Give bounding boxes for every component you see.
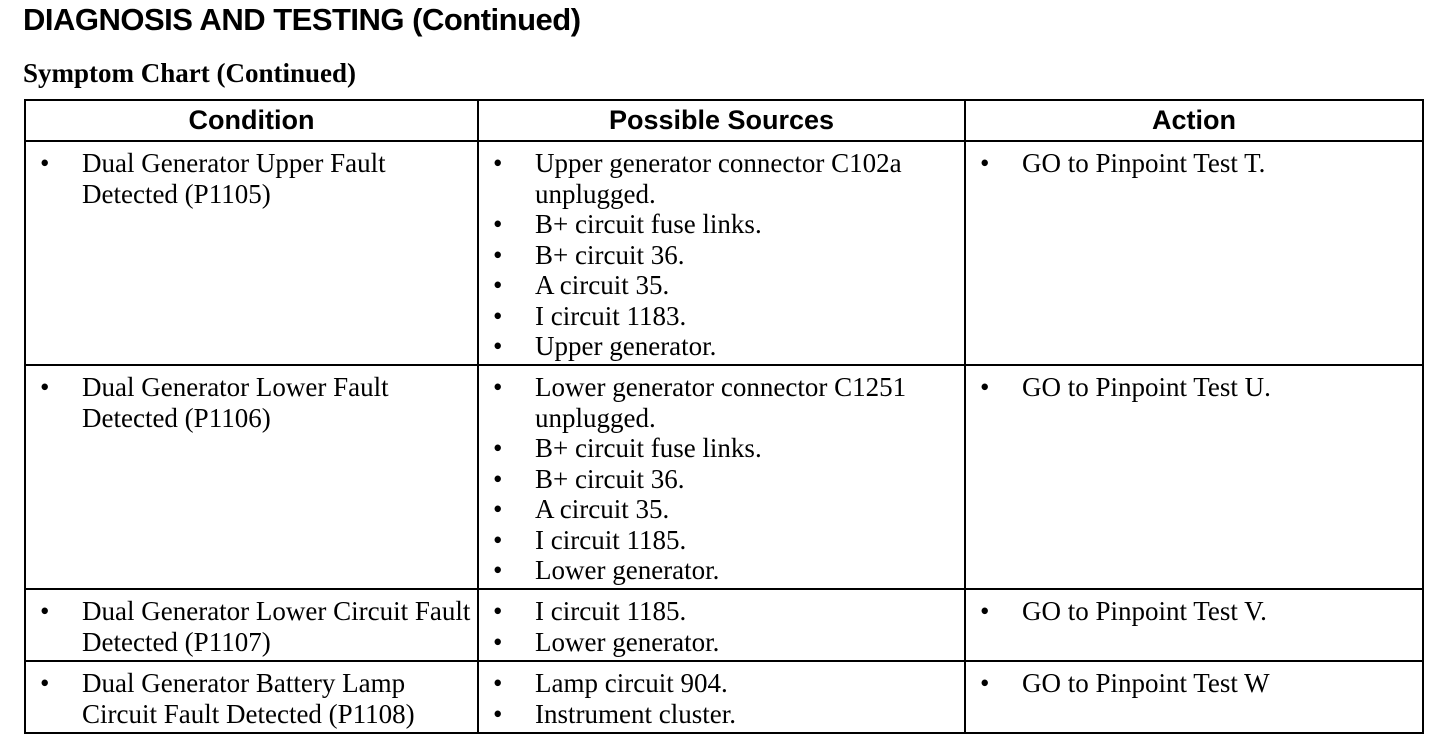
list-item (966, 148, 1416, 179)
list-item (479, 494, 958, 525)
bullet-icon: • (493, 524, 503, 555)
bullet-icon: • (980, 668, 990, 698)
source-text: Lamp circuit 904. (535, 668, 728, 698)
sources-cell (478, 365, 965, 589)
list-item (479, 301, 958, 332)
list-item (26, 372, 471, 433)
bullet-icon: • (980, 148, 990, 178)
action-cell (965, 661, 1423, 733)
bullet-icon: • (493, 148, 503, 178)
action-cell (965, 365, 1423, 589)
bullet-icon: • (493, 372, 503, 402)
column-header-possible-sources: Possible Sources (478, 100, 965, 141)
list-item (479, 525, 958, 556)
list-item (966, 596, 1416, 627)
bullet-icon: • (980, 596, 990, 626)
list-item (479, 699, 958, 730)
bullet-icon: • (493, 239, 503, 270)
list-item (479, 555, 958, 586)
list-item (479, 331, 958, 362)
source-text: A circuit 35. (535, 494, 670, 524)
source-text: B+ circuit 36. (535, 463, 685, 494)
list-item (479, 148, 958, 209)
source-text: Lower generator connector C1251 unplugged. (535, 372, 907, 433)
bullet-icon: • (40, 668, 50, 698)
condition-text: Dual Generator Lower Fault Detected (P1106) (82, 372, 389, 433)
section-title: Symptom Chart (Continued) (23, 58, 357, 88)
list-item (479, 627, 958, 658)
list-item (479, 596, 958, 627)
bullet-icon: • (493, 596, 503, 626)
list-item (479, 270, 958, 301)
column-header-action: Action (965, 100, 1423, 141)
condition-cell (25, 365, 478, 589)
table-row (25, 141, 1423, 365)
source-text: B+ circuit fuse links. (535, 209, 762, 239)
sources-cell (478, 589, 965, 661)
list-item (26, 596, 471, 657)
condition-cell (25, 141, 478, 365)
list-item (479, 433, 958, 464)
bullet-icon: • (493, 668, 503, 698)
bullet-icon: • (40, 372, 50, 402)
condition-text: Dual Generator Battery Lamp Circuit Fault Detected (P1108) (82, 668, 415, 729)
action-text: GO to Pinpoint Test T. (1022, 148, 1266, 178)
list-item (479, 372, 958, 433)
bullet-icon: • (40, 596, 50, 626)
list-item (966, 372, 1416, 403)
action-text: GO to Pinpoint Test V. (1022, 596, 1267, 626)
column-header-condition: Condition (25, 100, 478, 141)
bullet-icon: • (493, 270, 503, 300)
list-item (26, 668, 471, 729)
table-row (25, 589, 1423, 661)
sources-cell (478, 141, 965, 365)
condition-text: Dual Generator Lower Circuit Fault Detected (P1107) (82, 596, 471, 657)
list-item (966, 668, 1416, 699)
list-item (479, 240, 958, 271)
bullet-icon: • (980, 372, 990, 402)
page-title: DIAGNOSIS AND TESTING (Continued) (23, 2, 581, 37)
bullet-icon: • (493, 494, 503, 524)
bullet-icon: • (493, 626, 503, 657)
condition-cell (25, 589, 478, 661)
source-text: Lower generator. (535, 626, 720, 657)
condition-text: Dual Generator Upper Fault Detected (P1105) (82, 148, 386, 209)
action-cell (965, 141, 1423, 365)
source-text: Upper generator connector C102a unplugged. (535, 148, 902, 209)
source-text: Lower generator. (535, 555, 720, 585)
table-header-row (25, 100, 1423, 141)
action-text: GO to Pinpoint Test W (1022, 668, 1270, 698)
condition-cell (25, 661, 478, 733)
list-item (26, 148, 471, 209)
source-text: A circuit 35. (535, 270, 670, 300)
source-text: I circuit 1183. (535, 300, 687, 331)
source-text: B+ circuit fuse links. (535, 433, 762, 463)
source-text: I circuit 1185. (535, 596, 687, 626)
sources-cell (478, 661, 965, 733)
action-text: GO to Pinpoint Test U. (1022, 372, 1271, 402)
bullet-icon: • (493, 463, 503, 494)
bullet-icon: • (40, 148, 50, 178)
table-row (25, 661, 1423, 733)
list-item (479, 464, 958, 495)
source-text: I circuit 1185. (535, 524, 687, 555)
bullet-icon: • (493, 698, 503, 729)
bullet-icon: • (493, 433, 503, 463)
source-text: B+ circuit 36. (535, 239, 685, 270)
symptom-chart-table (24, 99, 1424, 734)
bullet-icon: • (493, 331, 503, 361)
action-cell (965, 589, 1423, 661)
bullet-icon: • (493, 555, 503, 585)
source-text: Upper generator. (535, 331, 717, 361)
list-item (479, 668, 958, 699)
source-text: Instrument cluster. (535, 698, 736, 729)
bullet-icon: • (493, 209, 503, 239)
table-row (25, 365, 1423, 589)
list-item (479, 209, 958, 240)
bullet-icon: • (493, 300, 503, 331)
